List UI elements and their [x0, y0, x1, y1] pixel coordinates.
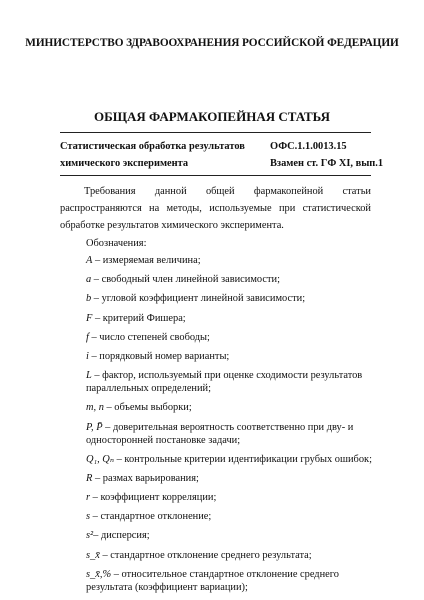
notation-item [86, 529, 376, 542]
notation-text: – число степеней свободы; [88, 331, 210, 343]
notation-symbol: L [86, 370, 92, 382]
article-title: ОБЩАЯ ФАРМАКОПЕЙНАЯ СТАТЬЯ [94, 109, 330, 124]
notation-text: – коэффициент корреляции; [90, 492, 217, 504]
ministry-heading: МИНИСТЕРСТВО ЗДРАВООХРАНЕНИЯ РОССИЙСКОЙ ФЕДЕРАЦИИ [25, 37, 399, 49]
monograph-code: ОФС.1.1.0013.15 [270, 141, 347, 152]
notation-item [86, 472, 376, 485]
monograph-title [60, 138, 245, 172]
notation-item [86, 401, 376, 414]
notation-item [86, 369, 376, 395]
notation-text: – стандартное отклонение; [90, 511, 212, 523]
monograph-title-line-1: Статистическая обработка результатов [60, 141, 245, 152]
notation-item [86, 292, 376, 305]
notation-symbol: R [86, 472, 93, 484]
notation-text: – дисперсия; [93, 530, 150, 542]
notation-symbol: r [86, 492, 91, 504]
monograph-title-line-2: химического эксперимента [60, 158, 189, 169]
notation-symbol: m, n [86, 402, 104, 414]
notation-symbol: F [86, 312, 93, 324]
notation-symbol: b [86, 293, 92, 305]
notation-list [86, 254, 376, 600]
notation-symbol: Q₁, Qₙ [86, 453, 115, 465]
notation-item [86, 491, 376, 504]
notation-item [86, 312, 376, 325]
notation-symbol: A [86, 255, 93, 266]
notation-symbol: a [86, 274, 92, 286]
notation-symbol: P, P̄ [86, 421, 103, 433]
notation-text: – стандартное отклонение среднего результата; [99, 549, 312, 561]
intro-paragraph: Требования данной общей фармакопейной статьи распространяются на методы, используемые при статистической обработке результатов химического эксперимента. [60, 186, 371, 231]
notation-symbol: f [86, 331, 89, 343]
notation-text: – доверительная вероятность соответственно при дву- и односторонней постановке задачи; [86, 421, 354, 446]
notation-text: – контрольные критерии идентификации грубых ошибок; [114, 453, 372, 465]
notation-item [86, 331, 376, 344]
notation-item [86, 549, 376, 562]
notation-text: – фактор, используемый при оценке сходимости результатов параллельных определений; [86, 370, 363, 395]
notation-text: – размах варьирования; [92, 472, 199, 484]
notation-item [86, 273, 376, 286]
notation-symbol: s_x̄ [86, 549, 100, 561]
notation-item [86, 421, 376, 447]
notation-item [86, 510, 376, 523]
replaces-note: Взамен ст. ГФ XI, вып.1 [270, 158, 384, 169]
notation-text: – измеряемая величина; [92, 255, 201, 266]
notation-item [86, 453, 376, 466]
notation-item [86, 568, 376, 594]
notation-text: – угловой коэффициент линейной зависимости; [91, 293, 306, 305]
notation-text: – свободный член линейной зависимости; [91, 274, 280, 286]
bottom-divider [60, 175, 371, 176]
notation-item [86, 350, 376, 363]
monograph-code-block [270, 138, 383, 172]
notation-text: – объемы выборки; [103, 402, 192, 414]
notation-item [86, 254, 376, 267]
notation-symbol: s [86, 511, 91, 523]
notation-text: – критерий Фишера; [92, 312, 186, 324]
notation-symbol: s_x̄,% [86, 568, 112, 580]
notation-symbol: i [86, 350, 89, 362]
notation-symbol: s² [86, 530, 94, 542]
top-divider [60, 132, 371, 133]
notation-heading: Обозначения: [86, 238, 147, 249]
notation-text: – порядковый номер варианты; [88, 350, 230, 362]
notation-text: – относительное стандартное отклонение среднего результата (коэффициент вариации); [86, 568, 339, 593]
